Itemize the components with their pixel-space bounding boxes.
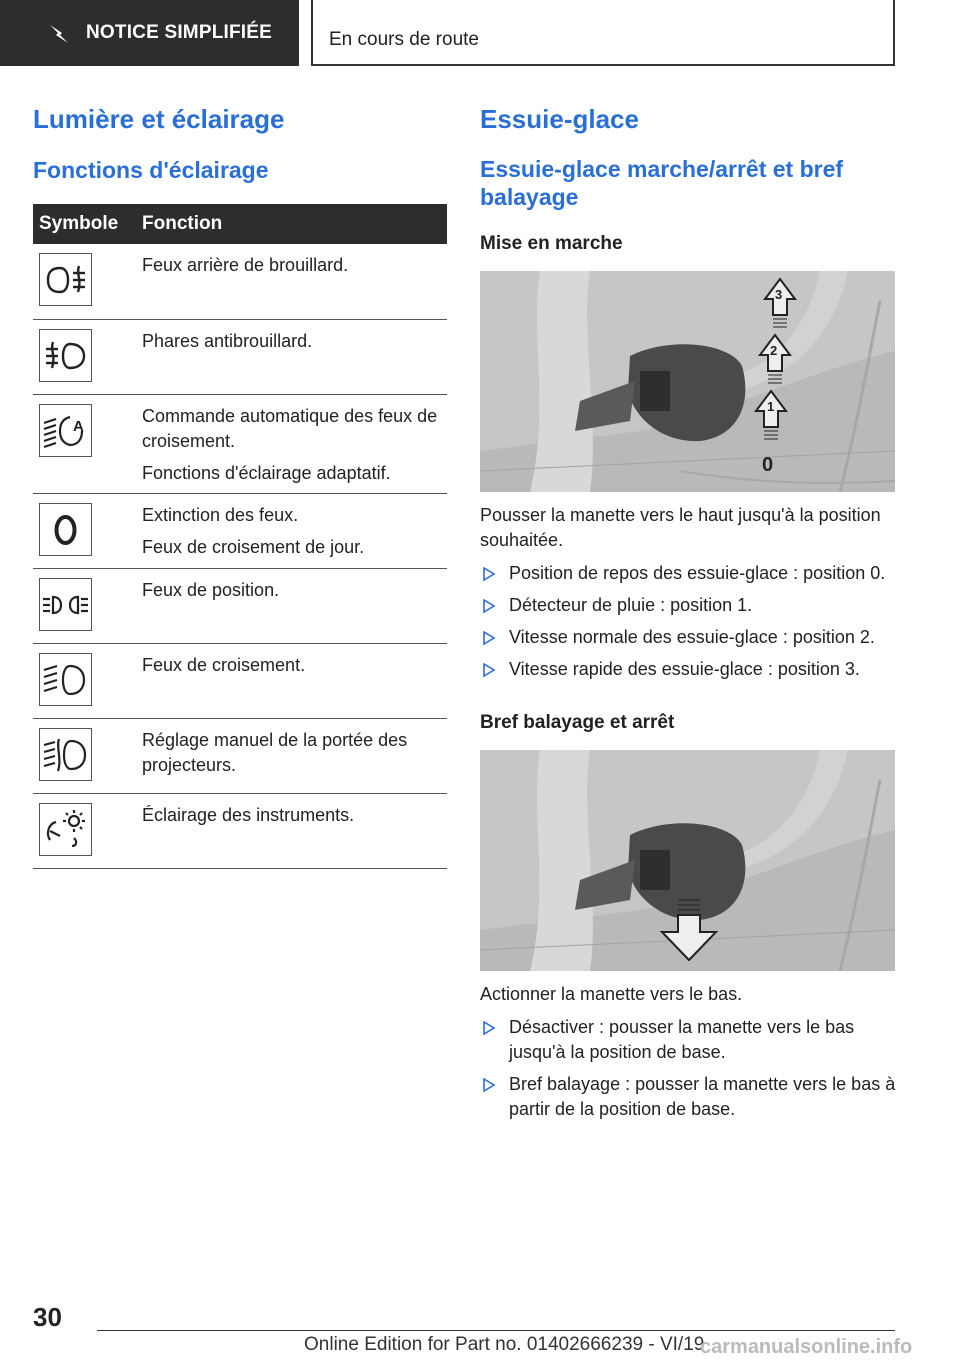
automatic-headlight-icon [39,404,92,457]
brief-wipe-heading: Bref balayage et arrêt [480,712,675,733]
col-symbol-header: Symbole [33,204,142,244]
function-text: Éclairage des instruments. [142,804,355,825]
table-row [33,493,447,568]
function-text: Feux de position. [142,579,280,600]
table-row [33,568,447,643]
wiper-column [480,100,896,1129]
switch-on-list [480,561,896,682]
function-text: Feux de croisement de jour. [142,536,365,557]
list-item-text: Vitesse rapide des essuie-glace : position 3. [509,659,860,679]
front-fog-light-icon [39,329,92,382]
table-row [33,793,447,868]
lighting-title: Lumière et éclairage [33,104,285,134]
list-item [480,593,896,618]
position-label: 1 [767,399,775,414]
page-number: 30 [33,1302,62,1332]
triangle-bullet-icon [482,1021,496,1035]
footer-divider [97,1330,895,1331]
section-tab [311,0,895,66]
list-item-text: Désactiver : pousser la manette vers le bas jusqu'à la position de base. [509,1017,855,1062]
parking-light-icon [39,578,92,631]
list-item [480,561,896,586]
brand-tab [0,0,299,66]
table-row [33,244,447,319]
triangle-bullet-icon [482,599,496,613]
list-item [480,625,896,650]
list-item [480,657,896,682]
col-function-header: Fonction [142,204,447,244]
page-header [0,0,960,66]
list-item-text: Position de repos des essuie-glace : position 0. [509,563,886,583]
lightning-logo-icon [40,13,80,53]
brief-wipe-list [480,1015,896,1122]
triangle-bullet-icon [482,567,496,581]
function-text: Extinction des feux. [142,504,299,525]
instrument-lighting-icon [39,803,92,856]
list-item [480,1015,896,1065]
wiper-lever-up-photo [480,271,895,492]
list-item-text: Vitesse normale des essuie-glace : position 2. [509,627,875,647]
headlight-range-icon [39,728,92,781]
wiper-title: Essuie-glace [480,104,639,134]
svg-text:A: A [73,417,84,435]
function-text: Feux arrière de brouillard. [142,255,349,275]
table-row [33,394,447,493]
brief-wipe-intro: Actionner la manette vers le bas. [480,984,743,1004]
rear-fog-light-icon [39,253,92,306]
table-row [33,718,447,793]
watermark: carmanualsonline.info [700,1336,913,1358]
lighting-symbol-table [33,204,447,869]
position-label: 0 [762,454,774,476]
triangle-bullet-icon [482,663,496,677]
list-item [480,1072,896,1122]
switch-on-heading: Mise en marche [480,233,623,254]
triangle-bullet-icon [482,631,496,645]
function-text: Feux de croisement. [142,654,306,675]
function-text: Fonctions d'éclairage adaptatif. [142,462,391,483]
lighting-subtitle: Fonctions d'éclairage [33,157,269,183]
function-text: Phares antibrouillard. [142,330,313,351]
section-tab-label: En cours de route [329,29,479,50]
table-header-row [33,204,447,244]
edition-text: Online Edition for Part no. 01402666239 - VI/19 [304,1334,705,1355]
triangle-bullet-icon [482,1078,496,1092]
function-text: Commande automatique des feux de croisement. [142,405,438,451]
table-row [33,643,447,718]
lights-off-zero-icon [39,503,92,556]
position-label: 3 [775,287,783,302]
lighting-column [33,100,447,869]
switch-on-intro: Pousser la manette vers le haut jusqu'à la position souhaitée. [480,505,881,550]
list-item-text: Bref balayage : pousser la manette vers le bas à partir de la position de base. [509,1074,896,1119]
wiper-subtitle: Essuie-glace marche/arrêt et bref balayage [480,156,844,210]
low-beam-icon [39,653,92,706]
position-label: 2 [770,343,778,358]
list-item-text: Détecteur de pluie : position 1. [509,595,753,615]
wiper-lever-down-photo [480,750,895,971]
function-text: Réglage manuel de la portée des projecteurs. [142,729,408,775]
brand-tab-label: NOTICE SIMPLIFIÉE [86,22,273,43]
table-row [33,319,447,394]
